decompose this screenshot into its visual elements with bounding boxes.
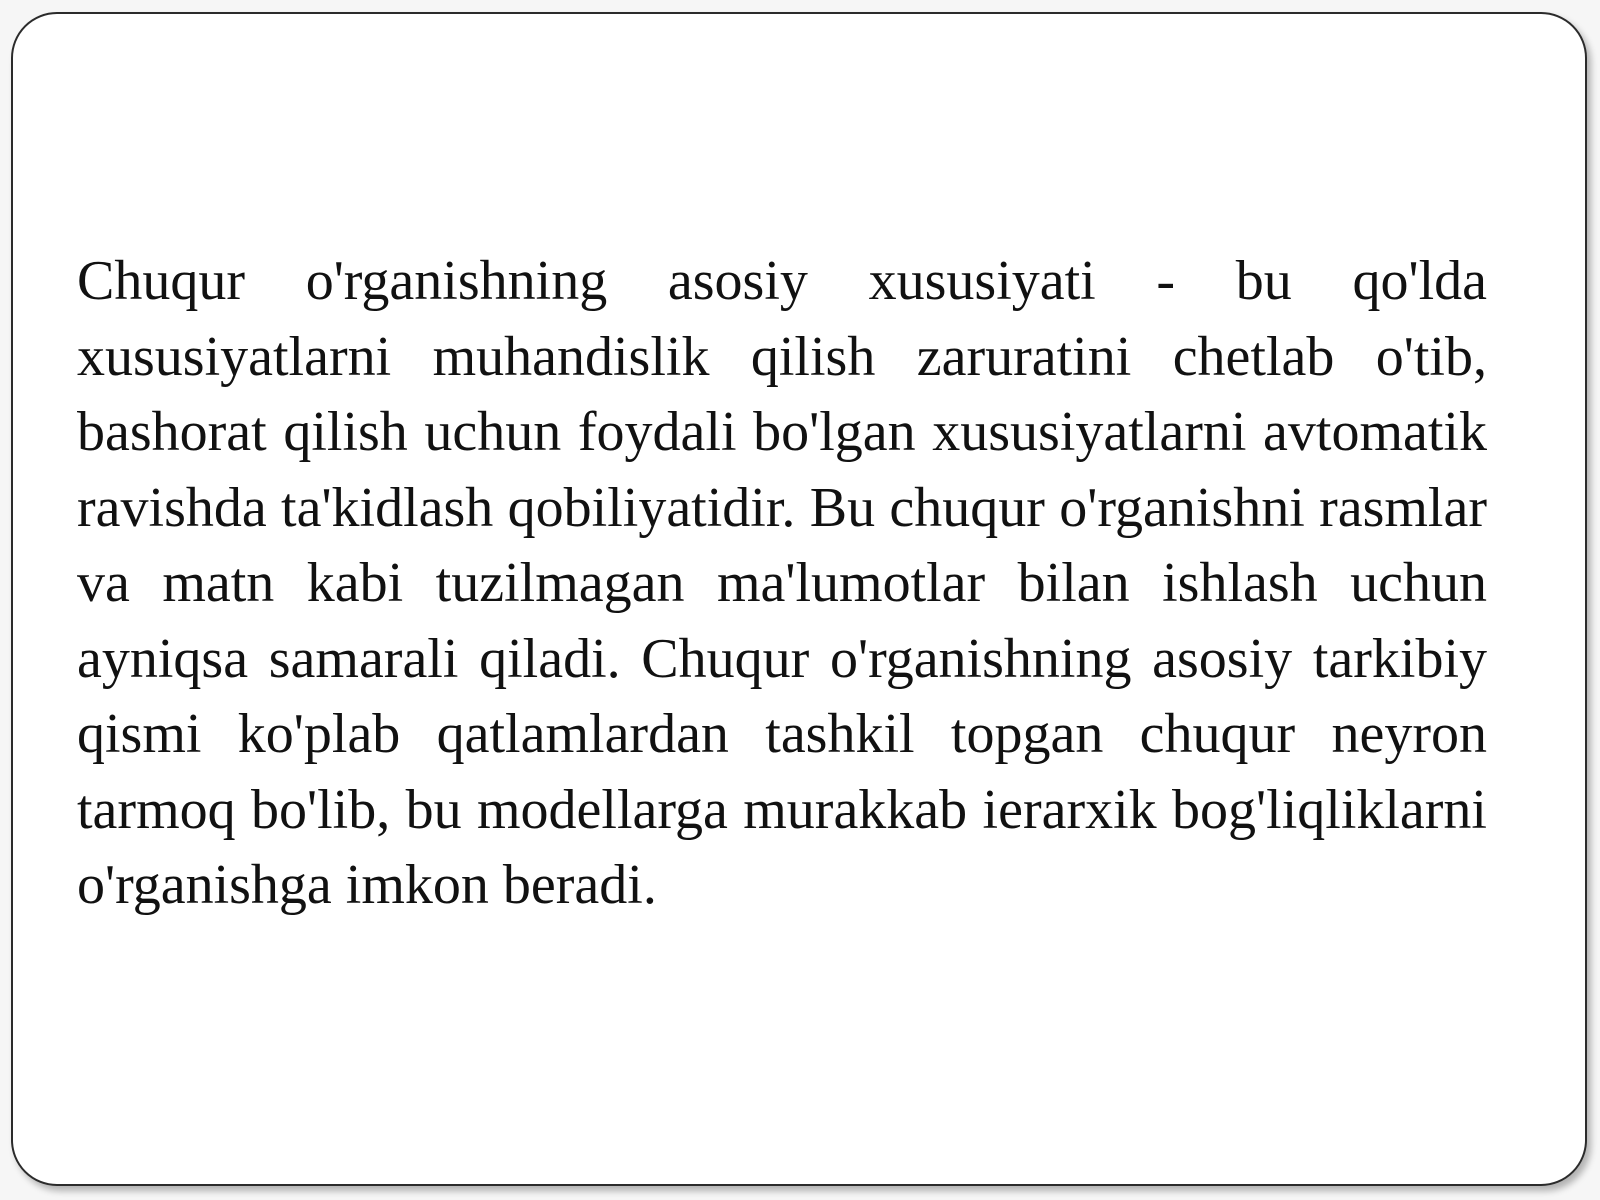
slide-frame	[11, 12, 1587, 1186]
slide-body-text: Chuqur o'rganishning asosiy xususiyati - bu qo'lda xususiyatlarni muhandislik qilish zaruratini chetlab o'tib, bashorat qilish uchun foydali bo'lgan xususiyatlarni avtomatik ravishda ta'kidlash qobiliyatidir. Bu chuqur o'rganishni rasmlar va matn kabi tuzilmagan ma'lumotlar bilan ishlash uchun ayniqsa samarali qiladi. Chuqur o'rganishning asosiy tarkibiy qismi ko'plab qatlamlardan tashkil topgan chuqur neyron tarmoq bo'lib, bu modellarga murakkab ierarxik bog'liqliklarni o'rganishga imkon beradi.	[77, 250, 1487, 916]
